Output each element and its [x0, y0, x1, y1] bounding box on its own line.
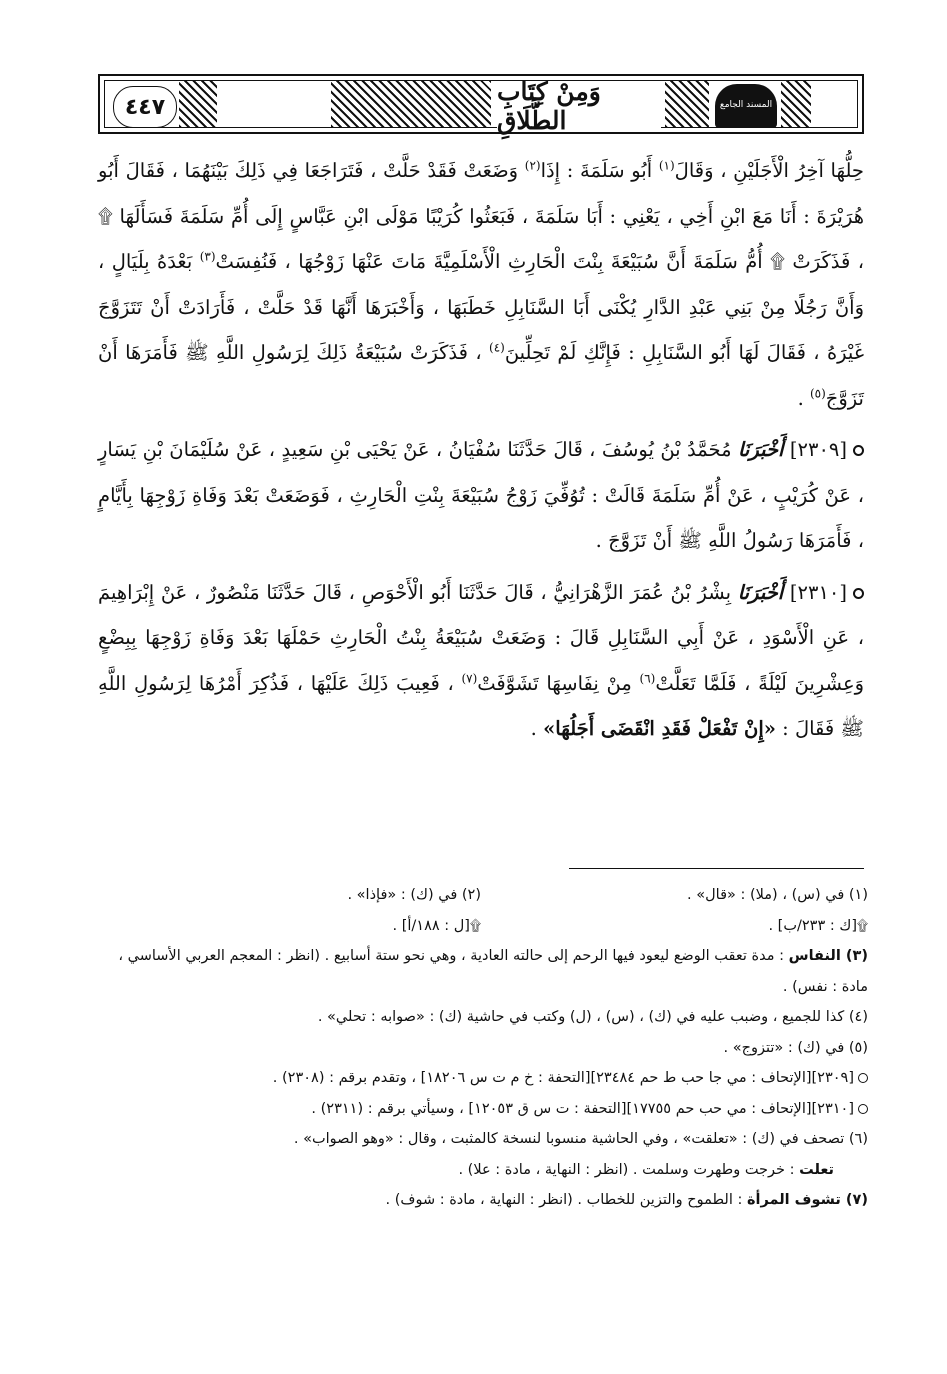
footnote-text: : الطموح والتزين للخطاب . (انظر : النهاية ، مادة : شوف) .	[385, 1192, 743, 1208]
header-frame	[104, 77, 858, 135]
footnote-row	[94, 911, 868, 942]
footnote-separator	[569, 868, 864, 869]
footnote-1: (١) في (س) ، (ملا) : «قال» .	[687, 887, 868, 903]
footnotes	[94, 880, 868, 1216]
circle-marker-icon	[858, 1073, 868, 1083]
section-title: وَمِنْ كِتَابِ الطَّلَاقِ	[497, 84, 661, 128]
footnote-text: [٢٣١٠][الإتحاف : مي حب حم ١٧٧٥٥][التحفة : ت س ق ١٢٠٥٣] ، وسيأتي برقم : (٢٣١١) .	[311, 1100, 854, 1117]
footnote-marker: (١)	[658, 158, 675, 173]
text-run: أَبُو سَلَمَةَ : إِذَا	[540, 159, 653, 182]
footnote-term: (٣) النفاس	[788, 948, 868, 964]
seal-text: المسند الجامع	[719, 100, 773, 111]
circle-marker-icon	[853, 445, 864, 456]
footnote-5: (٥) في (ك) : «تتزوج» .	[723, 1039, 868, 1056]
footnote-marker: (٢)	[524, 158, 541, 173]
takhrij-2310	[94, 1094, 868, 1125]
footnote-marker: (٦)	[639, 671, 656, 685]
text-run: وَضَعَتْ فَقَدْ حَلَّتْ ، فَتَرَاجَعَا فِي ذَلِكَ بَيْنَهُمَا ، فَقَالَ أَبُو هُرَيْرَةَ : أَنَا مَعَ ابْنِ أَخِي ، يَعْنِي : أَبَا سَلَمَةَ ، فَبَعَثُوا كُرَيْبًا مَوْلَى ابْنِ عَبَّاسٍ إِلَى أُمِّ سَلَمَةَ فَسَأَلَهَا ۩ ، فَذَكَرَتْ ۩ أُمُّ سَلَمَةَ أَنَّ سُبَيْعَةَ بِنْتَ الْحَارِثِ الْأَسْلَمِيَّةَ مَاتَ عَنْهَا زَوْجُهَا ، فَنُفِسَتْ	[98, 159, 865, 273]
text-run: بَعْدَهُ بِلَيَالٍ ، وَأَنَّ رَجُلًا مِنْ بَنِي عَبْدِ الدَّارِ يُكْنَى أَبَا السَّنَابِلِ خَطَبَهَا ، وَأَخْبَرَهَا أَنَّهَا قَدْ حَلَّتْ ، فَأَرَادَتْ أَنْ تَتَزَوَّجَ غَيْرَهُ ، فَقَالَ لَهَا أَبُو السَّنَابِلِ : فَإِنَّكِ لَمْ تَحِلِّينَ	[98, 250, 865, 364]
hadith-number: [٢٣١٠]	[789, 580, 848, 604]
footnote-term: تعلت	[799, 1161, 834, 1178]
text-run: .	[797, 386, 804, 410]
book-seal-logo	[715, 84, 777, 128]
footnote-text: : مدة تعقب الوضع ليعود فيها الرحم إلى حالته العادية ، وهي نحو ستة أسابيع . (انظر : المعجم العربي الأساسي ، مادة : نفس) .	[118, 948, 868, 995]
takhrij-2309	[94, 1063, 868, 1094]
footnote-marker: (٤)	[489, 340, 505, 355]
hadith-2310	[98, 570, 864, 752]
text-run: مُحَمَّدُ بْنُ يُوسُفَ ، قَالَ حَدَّثَنَا سُفْيَانُ ، عَنْ يَحْيَى بْنِ سَعِيدٍ ، عَنْ سُلَيْمَانَ بْنِ يَسَارٍ ، عَنْ كُرَيْبٍ ، عَنْ أُمِّ سَلَمَةَ قَالَتْ : تُوُفِّيَ زَوْجُ سُبَيْعَةَ بِنْتِ الْحَارِثِ ، فَوَضَعَتْ بَعْدَ وَفَاةِ زَوْجِهَا بِأَيَّامٍ ، فَأَمَرَهَا رَسُولُ اللَّهِ ﷺ أَنْ تَزَوَّجَ .	[98, 438, 864, 552]
footnote-marker: (٣)	[199, 249, 216, 264]
manuscript-ref-2: ۩[ل : ١٨٨/أ] .	[392, 917, 481, 934]
paragraph-continuation	[98, 148, 864, 421]
circle-marker-icon	[858, 1104, 868, 1114]
text-run: حِلُّهَا آخِرُ الْأَجَلَيْنِ ، وَقَالَ	[674, 159, 864, 182]
akhbarana-word: أَخْبَرَنَا	[737, 580, 784, 604]
akhbarana-word: أَخْبَرَنَا	[737, 438, 784, 461]
ornament-band	[179, 81, 217, 127]
footnote-text: [٢٣٠٩][الإتحاف : مي جا حب ط حم ٢٣٤٨٤][التحفة : خ م ت س ١٨٢٠٦] ، وتقدم برقم : (٢٣٠٨) .	[272, 1070, 854, 1086]
footnote-3	[94, 941, 868, 1002]
text-run: بِشْرُ بْنُ عُمَرَ الزَّهْرَانِيُّ ، قَالَ حَدَّثَنَا أَبُو الْأَحْوَصِ ، قَالَ حَدَّثَنَا مَنْصُورٌ ، عَنْ إِبْرَاهِيمَ ، عَنِ الْأَسْوَدِ ، عَنْ أَبِي السَّنَابِلِ قَالَ : وَضَعَتْ سُبَيْعَةُ بِنْتُ الْحَارِثِ حَمْلَهَا بَعْدَ وَفَاةِ زَوْجِهَا بِبِضْعٍ وَعِشْرِينَ لَيْلَةً ، فَلَمَّا تَعَلَّتْ	[98, 580, 864, 695]
footnote-4: (٤) كذا للجميع ، وضبب عليه في (ك) ، (س) ، (ل) وكتب في حاشية (ك) : «صوابه : تحلي» .	[317, 1009, 868, 1025]
ornament-band	[781, 81, 811, 127]
footnote-marker: (٥)	[809, 386, 826, 400]
page-number: ٤٤٧	[113, 86, 177, 128]
prophetic-quote: «إِنْ تَفْعَلْ فَقَدِ انْقَضَى أَجَلُهَا»	[543, 717, 776, 740]
footnote-row	[94, 880, 868, 911]
hadith-number: [٢٣٠٩]	[789, 438, 848, 461]
footnote-text: : خرجت وطهرت وسلمت . (انظر : النهاية ، مادة : علا) .	[458, 1161, 795, 1178]
text-run: مِنْ نِفَاسِهَا تَشَوَّفَتْ	[477, 671, 632, 695]
footnote-term: (٧) تشوف المرأة	[746, 1192, 868, 1208]
manuscript-ref-1: ۩[ك : ٢٣٣/ب] .	[768, 917, 868, 934]
text-run: ، فَذَكَرَتْ سُبَيْعَةُ ذَلِكَ لِرَسُولِ اللَّهِ ﷺ فَأَمَرَهَا أَنْ تَزَوَّجَ	[98, 341, 864, 410]
ornament-band	[665, 81, 709, 127]
footnote-2: (٢) في (ك) : «فإذا» .	[347, 887, 481, 903]
main-text	[98, 148, 864, 752]
footnote-marker: (٧)	[461, 671, 478, 685]
footnote-6-gloss	[94, 1155, 868, 1186]
footnote-7	[94, 1185, 868, 1216]
page-header	[98, 74, 864, 134]
text-run: ، فَعِيبَ ذَلِكَ عَلَيْهَا ، فَذُكِرَ أَمْرُهَا لِرَسُولِ اللَّهِ ﷺ فَقَالَ :	[98, 671, 864, 740]
ornament-band	[331, 81, 491, 127]
footnote-6: (٦) تصحف في (ك) : «تعلقت» ، وفي الحاشية منسوبا لنسخة كالمثبت ، وقال : «وهو الصواب» .	[293, 1131, 868, 1147]
circle-marker-icon	[853, 588, 864, 599]
hadith-2309	[98, 427, 864, 564]
text-run: .	[530, 717, 537, 740]
